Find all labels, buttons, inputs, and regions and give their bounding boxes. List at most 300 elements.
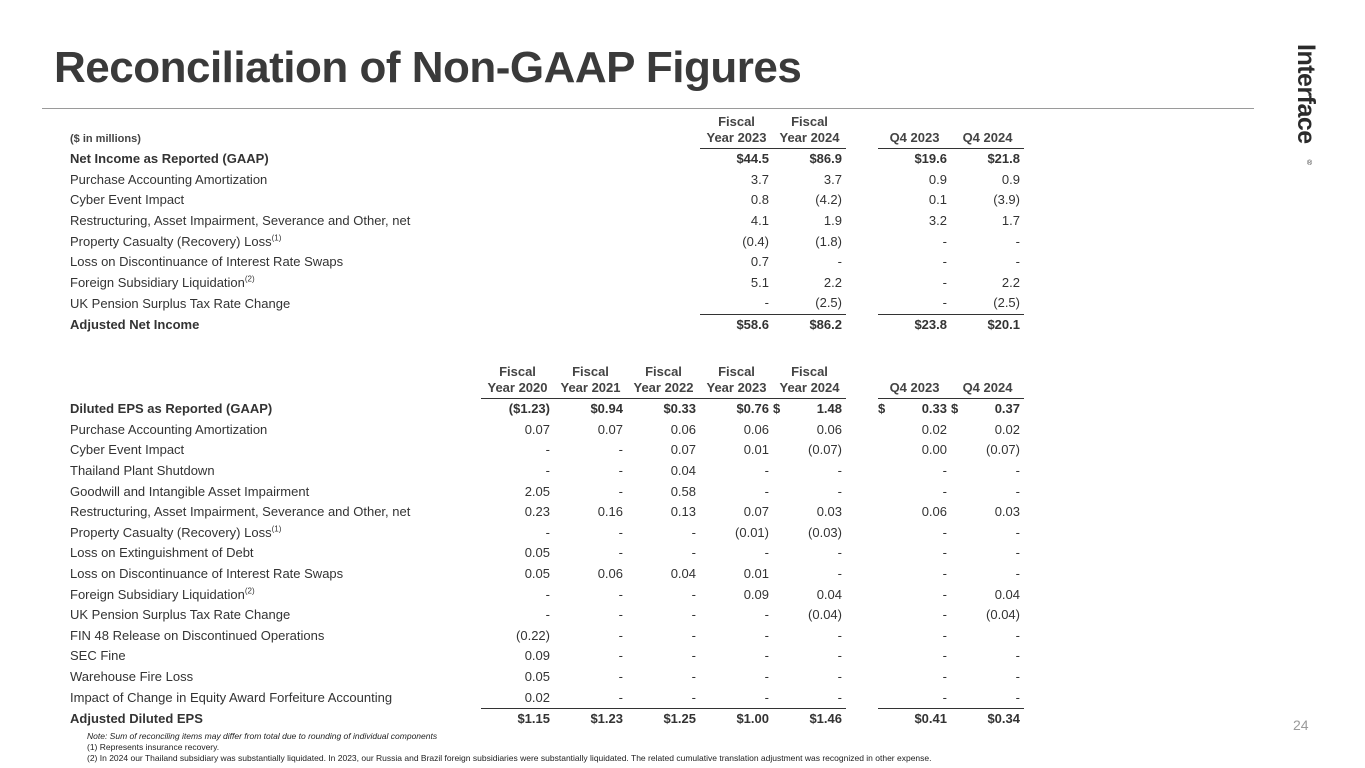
column-header-line2: Year 2023 [706,130,767,145]
value-cell: - [764,463,769,479]
column-header [700,364,773,399]
row-label [70,211,700,232]
row-label [70,481,481,502]
value-cell: 0.07 [670,442,696,458]
row-label-text: Foreign Subsidiary Liquidation [70,274,245,290]
value-cell: 0.04 [994,586,1020,602]
column-gap [846,364,878,399]
value-cell: - [942,545,947,561]
value-cell: 1.9 [823,213,842,229]
row-label-text: FIN 48 Release on Discontinued Operations [70,627,325,643]
value-cell: $21.8 [987,151,1020,167]
value-cell [951,399,1024,420]
value-cell: 0.06 [816,421,842,437]
value-cell: - [691,627,696,643]
value-cell: - [764,689,769,705]
currency-value [878,399,947,419]
column-header [773,114,846,149]
table-row [70,252,1024,273]
row-label [70,564,481,585]
value-cell: 5.1 [750,274,769,290]
value-cell: 0.09 [743,586,769,602]
row-label [70,149,700,170]
row-label [70,523,481,544]
row-label-text: UK Pension Surplus Tax Rate Change [70,295,291,311]
table-row [70,190,1024,211]
column-header-line1: Fiscal [645,364,682,379]
column-header [773,364,846,399]
value-cell: - [942,254,947,270]
value-cell: 0.07 [743,504,769,520]
value-cell: 4.1 [750,213,769,229]
value-cell: - [837,545,842,561]
value-cell: - [618,524,623,540]
value-cell: - [1015,463,1020,479]
row-label-text: Purchase Accounting Amortization [70,171,268,187]
value-cell: 0.01 [743,566,769,582]
column-gap [846,626,878,647]
value-cell: (1.8) [815,233,842,249]
row-label-text: Restructuring, Asset Impairment, Severance and Other, net [70,213,411,229]
row-label-text: Loss on Discontinuance of Interest Rate Swaps [70,566,344,582]
value-cell: - [618,586,623,602]
row-label [70,605,481,626]
value-cell: $86.9 [809,151,842,167]
row-label-text: Restructuring, Asset Impairment, Severance and Other, net [70,504,411,520]
column-gap [846,314,878,335]
table-row [70,543,1024,564]
value-cell: - [1015,689,1020,705]
value-cell: - [837,627,842,643]
row-label [70,667,481,688]
value-cell: - [764,627,769,643]
diluted-eps-table [70,364,1024,730]
row-label-text: Loss on Extinguishment of Debt [70,545,254,561]
column-gap [846,687,878,708]
value-cell [773,399,846,420]
value-cell: - [691,545,696,561]
value-cell: - [1015,627,1020,643]
table-row [70,461,1024,482]
column-header-line2: Q4 2023 [889,380,940,395]
value-cell: - [691,524,696,540]
value-cell: $44.5 [736,151,769,167]
column-header-line2: Q4 2024 [962,130,1013,145]
currency-sign: $ [878,401,886,417]
page-title: Reconciliation of Non-GAAP Figures [54,43,802,92]
column-gap [846,420,878,441]
table-row [70,646,1024,667]
column-gap [846,252,878,273]
value-cell: - [942,648,947,664]
value-cell: 0.01 [743,442,769,458]
value-cell [878,399,951,420]
table-row [70,605,1024,626]
value-cell: - [618,463,623,479]
value-cell: - [1015,669,1020,685]
column-gap [846,293,878,314]
value-cell: ($1.23) [508,401,550,417]
value-cell: - [691,689,696,705]
value-cell: 0.02 [921,421,947,437]
column-header [878,114,951,149]
interface-logo [1293,44,1319,166]
value-cell: - [942,586,947,602]
value-cell: $0.33 [663,401,696,417]
value-text: 0.33 [921,401,947,417]
value-cell: 0.06 [670,421,696,437]
column-header [700,114,773,149]
value-cell: - [1015,648,1020,664]
value-cell: (0.07) [986,442,1020,458]
column-gap [846,461,878,482]
column-gap [846,440,878,461]
row-label-text: UK Pension Surplus Tax Rate Change [70,607,291,623]
value-cell: 0.07 [524,421,550,437]
table-row [70,211,1024,232]
row-label [70,687,481,708]
value-cell: - [764,648,769,664]
row-label [70,502,481,523]
value-cell: - [764,483,769,499]
value-cell: 0.03 [816,504,842,520]
value-cell: 0.03 [994,504,1020,520]
column-gap [846,708,878,729]
value-cell: (0.03) [808,524,842,540]
value-cell: - [837,254,842,270]
row-label-text: SEC Fine [70,648,126,664]
value-cell: $23.8 [878,314,951,335]
column-gap [846,523,878,544]
row-label [70,584,481,605]
table-row [70,399,1024,420]
value-cell: $1.23 [554,708,627,729]
value-cell: - [691,669,696,685]
column-header-line1: Fiscal [791,364,828,379]
value-cell: - [942,483,947,499]
column-gap [846,667,878,688]
value-cell: - [942,669,947,685]
value-cell: - [618,607,623,623]
value-cell: (0.04) [808,607,842,623]
value-cell: 0.06 [921,504,947,520]
row-label-text: Warehouse Fire Loss [70,669,194,685]
value-cell: - [837,648,842,664]
row-label-text: Property Casualty (Recovery) Loss [70,233,272,249]
column-gap [846,646,878,667]
currency-value [951,399,1020,419]
column-header-line1: Fiscal [572,364,609,379]
value-cell: $1.46 [773,708,846,729]
value-cell: 1.7 [1001,213,1020,229]
column-gap [846,114,878,149]
currency-sign: $ [773,401,781,417]
value-cell: $20.1 [951,314,1024,335]
row-label [70,626,481,647]
value-cell: (2.5) [993,295,1020,311]
value-cell: - [545,524,550,540]
value-cell: $58.6 [700,314,773,335]
value-cell: (3.9) [993,192,1020,208]
value-cell: 0.23 [524,504,550,520]
column-gap [846,564,878,585]
value-cell: - [1015,483,1020,499]
value-cell: 3.7 [823,171,842,187]
column-header [481,364,554,399]
table-row [70,564,1024,585]
value-cell: 0.7 [750,254,769,270]
value-cell: - [618,545,623,561]
column-header-line1: Fiscal [718,364,755,379]
value-cell: 2.2 [823,274,842,290]
column-gap [846,170,878,191]
value-cell: 0.02 [524,689,550,705]
column-gap [846,605,878,626]
header-row [70,114,1024,149]
row-label [70,708,481,729]
row-label-text: Property Casualty (Recovery) Loss [70,524,272,540]
value-cell: - [1015,545,1020,561]
value-cell: 3.2 [928,213,947,229]
footnote-1: (1) Represents insurance recovery. [87,742,220,752]
row-label [70,399,481,420]
currency-value [773,399,842,419]
table-row [70,523,1024,544]
value-cell: $0.94 [590,401,623,417]
value-cell: $19.6 [914,151,947,167]
row-label [70,190,700,211]
value-cell: 0.04 [670,566,696,582]
value-cell: (2.5) [815,295,842,311]
column-header [627,364,700,399]
value-cell: - [764,295,769,311]
column-header-line1: Fiscal [499,364,536,379]
value-cell: - [837,463,842,479]
column-gap [846,481,878,502]
row-label-text: Cyber Event Impact [70,442,185,458]
row-label-text: Loss on Discontinuance of Interest Rate Swaps [70,254,344,270]
table-row [70,626,1024,647]
row-label [70,646,481,667]
net-income-table [70,114,1024,335]
total-row [70,314,1024,335]
table-row [70,440,1024,461]
value-cell: - [942,566,947,582]
row-label-text: Net Income as Reported (GAAP) [70,151,269,167]
value-cell: 3.7 [750,171,769,187]
value-cell: 0.00 [921,442,947,458]
value-cell: - [618,648,623,664]
table-row [70,231,1024,252]
header-spacer [70,364,481,399]
value-text: 1.48 [816,401,842,417]
value-cell: - [837,566,842,582]
footnote-2: (2) In 2024 our Thailand subsidiary was substantially liquidated. In 2023, our Russia and Brazil foreign subsidiaries were substantially liquidated. The related cumulative translation adjustment was recognized in other expense. [87,753,932,763]
column-header-line1: Fiscal [718,114,755,129]
table-row [70,667,1024,688]
value-cell: 0.1 [928,192,947,208]
value-cell: 0.06 [597,566,623,582]
row-label [70,273,700,294]
table-row [70,273,1024,294]
value-cell: 2.05 [524,483,550,499]
value-cell: - [545,586,550,602]
value-cell: $1.15 [481,708,554,729]
row-label [70,231,700,252]
value-cell: - [1015,524,1020,540]
row-label-text: Purchase Accounting Amortization [70,421,268,437]
header-row [70,364,1024,399]
value-cell: - [942,295,947,311]
table-row [70,481,1024,502]
row-label [70,293,700,314]
column-header-line2: Year 2022 [633,380,694,395]
title-divider [42,108,1254,109]
value-cell: - [942,524,947,540]
value-cell: - [1015,254,1020,270]
column-header [554,364,627,399]
value-cell: 0.05 [524,545,550,561]
row-label [70,420,481,441]
value-cell: - [942,607,947,623]
total-row [70,708,1024,729]
table-row [70,420,1024,441]
value-cell: 2.2 [1001,274,1020,290]
value-cell: - [545,442,550,458]
column-header [951,364,1024,399]
row-label-text: Impact of Change in Equity Award Forfeiture Accounting [70,689,393,705]
value-cell: - [942,233,947,249]
value-cell: (0.01) [735,524,769,540]
column-header-line1: Fiscal [791,114,828,129]
value-cell: $0.76 [736,401,769,417]
row-label [70,543,481,564]
value-cell: 0.13 [670,504,696,520]
value-cell: - [764,545,769,561]
value-cell: - [545,607,550,623]
column-gap [846,502,878,523]
row-label [70,252,700,273]
value-cell: - [837,689,842,705]
column-header-line2: Year 2020 [487,380,548,395]
value-cell: $86.2 [773,314,846,335]
value-cell: $0.34 [951,708,1024,729]
units-label: ($ in millions) [70,132,141,145]
table-row [70,584,1024,605]
value-cell: - [942,274,947,290]
value-cell: - [618,689,623,705]
column-header-line2: Q4 2024 [962,380,1013,395]
value-cell: - [837,483,842,499]
value-cell: (0.07) [808,442,842,458]
row-label [70,461,481,482]
value-cell: (0.22) [516,627,550,643]
value-cell: - [691,607,696,623]
row-label [70,314,700,335]
footnote-ref: (1) [271,524,282,534]
value-cell: 0.05 [524,669,550,685]
value-cell: 0.8 [750,192,769,208]
value-cell: 0.06 [743,421,769,437]
table-row [70,170,1024,191]
value-cell: - [942,627,947,643]
value-cell: $1.00 [700,708,773,729]
column-gap [846,584,878,605]
row-label-text: Goodwill and Intangible Asset Impairment [70,483,310,499]
value-cell: 0.9 [1001,171,1020,187]
row-label [70,170,700,191]
column-gap [846,231,878,252]
value-cell: (0.4) [742,233,769,249]
column-header-line2: Year 2024 [779,130,840,145]
value-cell: 0.07 [597,421,623,437]
footnote-note: Note: Sum of reconciling items may differ from total due to rounding of individual components [87,731,438,741]
column-gap [846,543,878,564]
column-header-line2: Q4 2023 [889,130,940,145]
footnote-ref: (1) [271,233,282,243]
value-cell: - [764,669,769,685]
column-gap [846,190,878,211]
column-gap [846,399,878,420]
column-gap [846,273,878,294]
row-label-text: Thailand Plant Shutdown [70,463,215,479]
table-row [70,293,1024,314]
value-cell: (4.2) [815,192,842,208]
value-cell: - [837,669,842,685]
value-cell: $0.41 [878,708,951,729]
value-cell: - [545,463,550,479]
column-header-line2: Year 2021 [560,380,621,395]
table-row [70,149,1024,170]
page-number: 24 [1293,717,1309,733]
row-label-text: Cyber Event Impact [70,192,185,208]
value-cell: 0.04 [670,463,696,479]
value-cell: - [618,442,623,458]
value-cell: - [691,586,696,602]
footnote-ref: (2) [244,274,255,284]
table-row [70,502,1024,523]
value-cell: - [1015,233,1020,249]
value-cell: - [1015,566,1020,582]
value-cell: - [618,669,623,685]
value-cell: 0.02 [994,421,1020,437]
value-cell: 0.9 [928,171,947,187]
column-header [951,114,1024,149]
value-cell: - [618,627,623,643]
column-header [878,364,951,399]
footnote-ref: (2) [244,586,255,596]
value-cell: - [618,483,623,499]
value-text: 0.37 [994,401,1020,417]
value-cell: 0.16 [597,504,623,520]
row-label-text: Foreign Subsidiary Liquidation [70,586,245,602]
row-label-text: Adjusted Diluted EPS [70,710,203,726]
value-cell: 0.58 [670,483,696,499]
value-cell: 0.09 [524,648,550,664]
table-row [70,687,1024,708]
currency-sign: $ [951,401,959,417]
value-cell: 0.05 [524,566,550,582]
column-header-line2: Year 2023 [706,380,767,395]
row-label-text: Adjusted Net Income [70,316,200,332]
value-cell: 0.04 [816,586,842,602]
value-cell: - [691,648,696,664]
logo-registered-mark: ® [1307,160,1313,167]
column-gap [846,149,878,170]
footnotes [87,731,932,764]
column-gap [846,211,878,232]
logo-wordmark: Interface [1292,44,1320,144]
